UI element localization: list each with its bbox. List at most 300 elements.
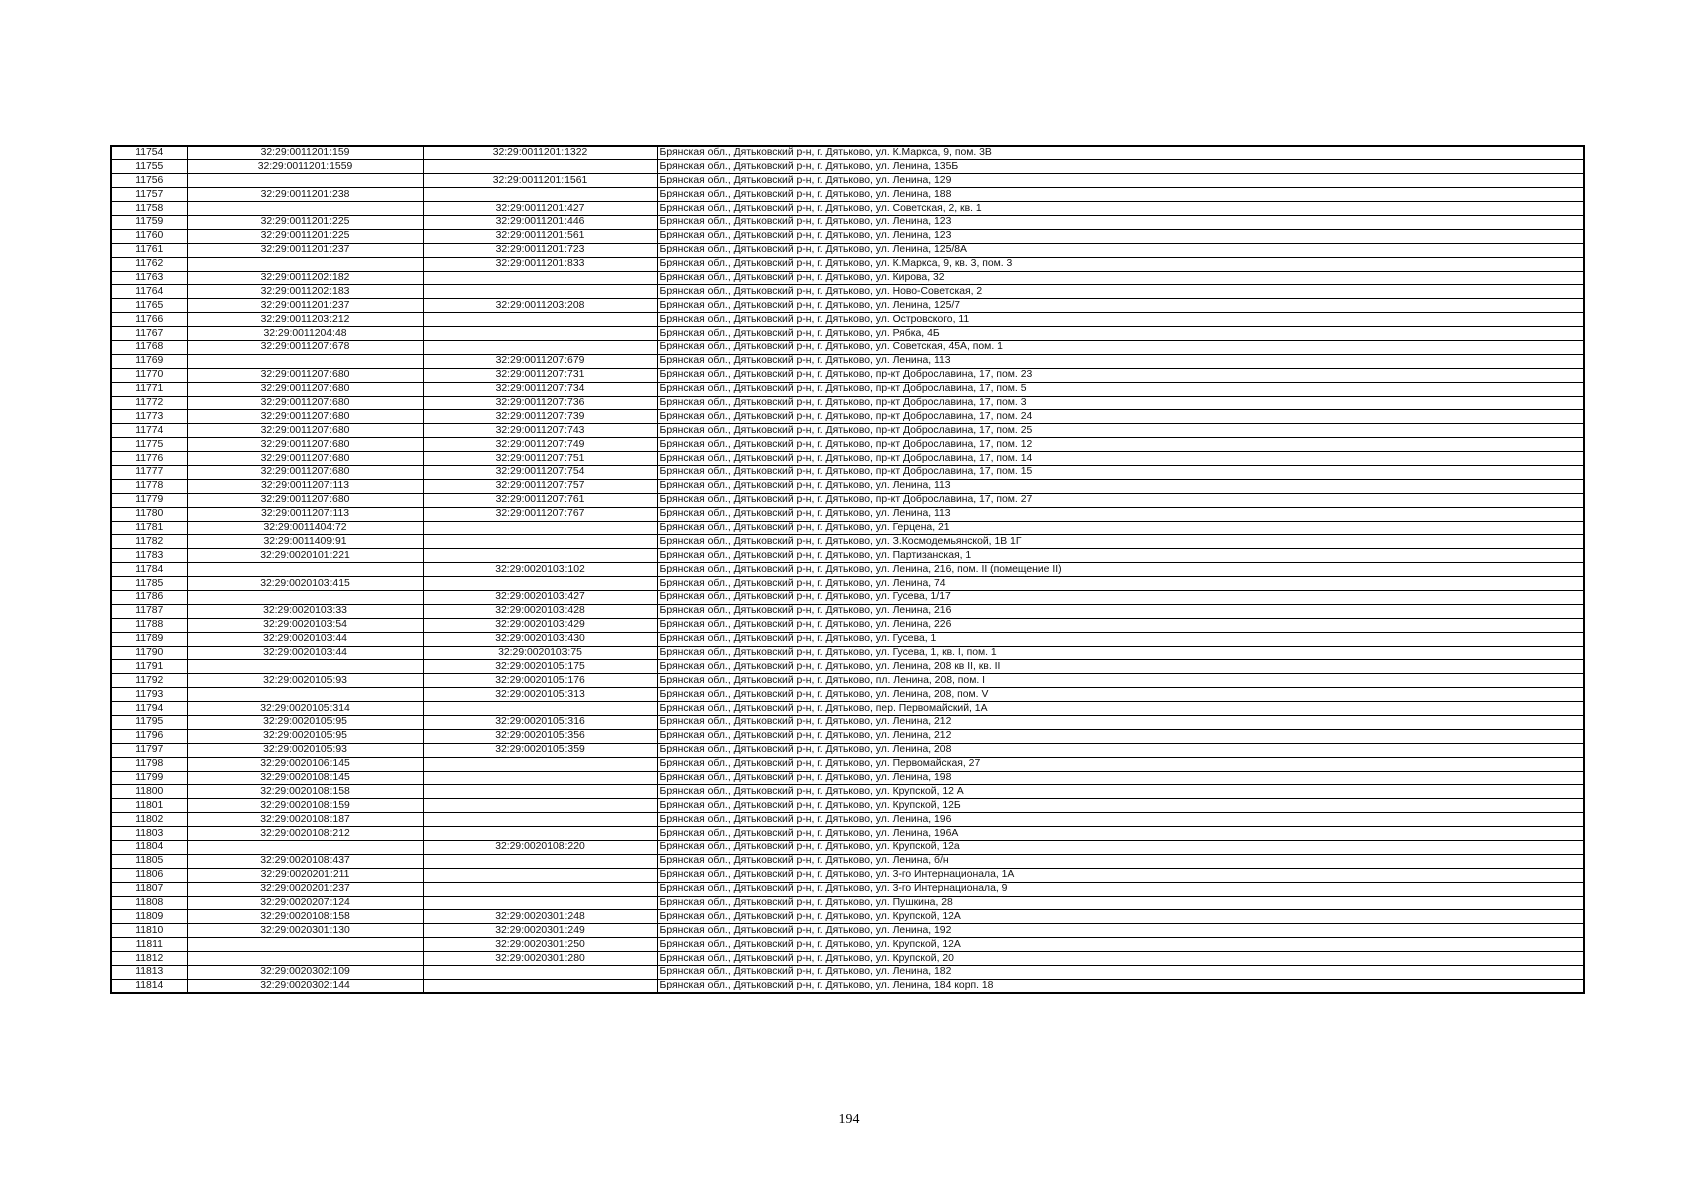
cadastral-number-cell: 32:29:0011201:237 bbox=[187, 243, 423, 257]
cadastral-number-cell: 32:29:0020108:187 bbox=[187, 813, 423, 827]
row-number-cell: 11809 bbox=[111, 910, 187, 924]
registry-table bbox=[110, 145, 1585, 994]
related-cadastral-number-cell: 32:29:0011201:723 bbox=[423, 243, 657, 257]
related-cadastral-number-cell: 32:29:0020105:175 bbox=[423, 660, 657, 674]
address-cell: Брянская обл., Дятьковский р-н, г. Дятьково, ул. Герцена, 21 bbox=[657, 521, 1584, 535]
row-number-cell: 11812 bbox=[111, 952, 187, 966]
related-cadastral-number-cell bbox=[423, 827, 657, 841]
cadastral-number-cell: 32:29:0020103:44 bbox=[187, 632, 423, 646]
table-row bbox=[111, 716, 1584, 730]
related-cadastral-number-cell: 32:29:0020301:248 bbox=[423, 910, 657, 924]
cadastral-number-cell: 32:29:0011202:182 bbox=[187, 271, 423, 285]
address-cell: Брянская обл., Дятьковский р-н, г. Дятьково, пр-кт Доброславина, 17, пом. 24 bbox=[657, 410, 1584, 424]
related-cadastral-number-cell: 32:29:0020103:75 bbox=[423, 646, 657, 660]
table-row bbox=[111, 827, 1584, 841]
cadastral-number-cell: 32:29:0020302:109 bbox=[187, 966, 423, 980]
address-cell: Брянская обл., Дятьковский р-н, г. Дятьково, пр-кт Доброславина, 17, пом. 5 bbox=[657, 382, 1584, 396]
row-number-cell: 11780 bbox=[111, 507, 187, 521]
related-cadastral-number-cell bbox=[423, 160, 657, 174]
row-number-cell: 11792 bbox=[111, 674, 187, 688]
address-cell: Брянская обл., Дятьковский р-н, г. Дятьково, ул. Ленина, 125/8А bbox=[657, 243, 1584, 257]
table-row bbox=[111, 299, 1584, 313]
cadastral-number-cell: 32:29:0011207:678 bbox=[187, 340, 423, 354]
related-cadastral-number-cell: 32:29:0011207:749 bbox=[423, 438, 657, 452]
table-row bbox=[111, 271, 1584, 285]
cadastral-number-cell: 32:29:0020103:54 bbox=[187, 618, 423, 632]
related-cadastral-number-cell: 32:29:0020105:359 bbox=[423, 743, 657, 757]
related-cadastral-number-cell: 32:29:0020105:356 bbox=[423, 729, 657, 743]
related-cadastral-number-cell bbox=[423, 868, 657, 882]
cadastral-number-cell bbox=[187, 202, 423, 216]
related-cadastral-number-cell: 32:29:0020103:428 bbox=[423, 604, 657, 618]
related-cadastral-number-cell: 32:29:0020105:316 bbox=[423, 716, 657, 730]
address-cell: Брянская обл., Дятьковский р-н, г. Дятьково, ул. К.Маркса, 9, кв. 3, пом. 3 bbox=[657, 257, 1584, 271]
related-cadastral-number-cell bbox=[423, 285, 657, 299]
address-cell: Брянская обл., Дятьковский р-н, г. Дятьково, ул. Ленина, 129 bbox=[657, 174, 1584, 188]
row-number-cell: 11802 bbox=[111, 813, 187, 827]
address-cell: Брянская обл., Дятьковский р-н, г. Дятьково, ул. Крупской, 12А bbox=[657, 910, 1584, 924]
related-cadastral-number-cell bbox=[423, 799, 657, 813]
row-number-cell: 11813 bbox=[111, 966, 187, 980]
cadastral-number-cell bbox=[187, 354, 423, 368]
row-number-cell: 11795 bbox=[111, 716, 187, 730]
cadastral-number-cell: 32:29:0011201:1559 bbox=[187, 160, 423, 174]
table-row bbox=[111, 202, 1584, 216]
cadastral-number-cell: 32:29:0011201:159 bbox=[187, 146, 423, 160]
table-row bbox=[111, 841, 1584, 855]
cadastral-number-cell bbox=[187, 174, 423, 188]
address-cell: Брянская обл., Дятьковский р-н, г. Дятьково, ул. Крупской, 12А bbox=[657, 938, 1584, 952]
related-cadastral-number-cell: 32:29:0011201:1322 bbox=[423, 146, 657, 160]
row-number-cell: 11776 bbox=[111, 452, 187, 466]
cadastral-number-cell: 32:29:0020105:93 bbox=[187, 743, 423, 757]
table-row bbox=[111, 340, 1584, 354]
table-row bbox=[111, 507, 1584, 521]
cadastral-number-cell bbox=[187, 688, 423, 702]
row-number-cell: 11767 bbox=[111, 327, 187, 341]
address-cell: Брянская обл., Дятьковский р-н, г. Дятьково, ул. Ленина, 74 bbox=[657, 577, 1584, 591]
row-number-cell: 11786 bbox=[111, 591, 187, 605]
address-cell: Брянская обл., Дятьковский р-н, г. Дятьково, ул. К.Маркса, 9, пом. 3В bbox=[657, 146, 1584, 160]
cadastral-number-cell bbox=[187, 938, 423, 952]
table-row bbox=[111, 952, 1584, 966]
table-row bbox=[111, 479, 1584, 493]
related-cadastral-number-cell: 32:29:0011207:679 bbox=[423, 354, 657, 368]
cadastral-number-cell: 32:29:0011204:48 bbox=[187, 327, 423, 341]
cadastral-number-cell bbox=[187, 257, 423, 271]
address-cell: Брянская обл., Дятьковский р-н, г. Дятьково, ул. Ленина, 208, пом. V bbox=[657, 688, 1584, 702]
table-row bbox=[111, 646, 1584, 660]
related-cadastral-number-cell: 32:29:0020103:429 bbox=[423, 618, 657, 632]
related-cadastral-number-cell bbox=[423, 813, 657, 827]
table-row bbox=[111, 799, 1584, 813]
cadastral-number-cell: 32:29:0020103:415 bbox=[187, 577, 423, 591]
row-number-cell: 11808 bbox=[111, 896, 187, 910]
address-cell: Брянская обл., Дятьковский р-н, г. Дятьково, ул. Ленина, 216 bbox=[657, 604, 1584, 618]
row-number-cell: 11800 bbox=[111, 785, 187, 799]
address-cell: Брянская обл., Дятьковский р-н, г. Дятьково, ул. Партизанская, 1 bbox=[657, 549, 1584, 563]
address-cell: Брянская обл., Дятьковский р-н, г. Дятьково, ул. Ленина, 188 bbox=[657, 188, 1584, 202]
table-row bbox=[111, 243, 1584, 257]
related-cadastral-number-cell: 32:29:0011207:734 bbox=[423, 382, 657, 396]
related-cadastral-number-cell: 32:29:0011201:427 bbox=[423, 202, 657, 216]
table-row bbox=[111, 729, 1584, 743]
related-cadastral-number-cell: 32:29:0020103:430 bbox=[423, 632, 657, 646]
row-number-cell: 11756 bbox=[111, 174, 187, 188]
row-number-cell: 11789 bbox=[111, 632, 187, 646]
table-row bbox=[111, 285, 1584, 299]
table-row bbox=[111, 924, 1584, 938]
table-row bbox=[111, 229, 1584, 243]
address-cell: Брянская обл., Дятьковский р-н, г. Дятьково, ул. Ленина, 182 bbox=[657, 966, 1584, 980]
cadastral-number-cell bbox=[187, 841, 423, 855]
cadastral-number-cell: 32:29:0011201:237 bbox=[187, 299, 423, 313]
row-number-cell: 11775 bbox=[111, 438, 187, 452]
related-cadastral-number-cell: 32:29:0020103:102 bbox=[423, 563, 657, 577]
table-row bbox=[111, 215, 1584, 229]
row-number-cell: 11772 bbox=[111, 396, 187, 410]
row-number-cell: 11762 bbox=[111, 257, 187, 271]
related-cadastral-number-cell bbox=[423, 577, 657, 591]
table-row bbox=[111, 785, 1584, 799]
table-row bbox=[111, 577, 1584, 591]
row-number-cell: 11759 bbox=[111, 215, 187, 229]
table-row bbox=[111, 660, 1584, 674]
cadastral-number-cell: 32:29:0011207:680 bbox=[187, 424, 423, 438]
table-row bbox=[111, 771, 1584, 785]
related-cadastral-number-cell: 32:29:0020105:176 bbox=[423, 674, 657, 688]
address-cell: Брянская обл., Дятьковский р-н, г. Дятьково, ул. Ленина, 208 кв II, кв. II bbox=[657, 660, 1584, 674]
row-number-cell: 11783 bbox=[111, 549, 187, 563]
address-cell: Брянская обл., Дятьковский р-н, г. Дятьково, ул. Ленина, 113 bbox=[657, 479, 1584, 493]
row-number-cell: 11766 bbox=[111, 313, 187, 327]
address-cell: Брянская обл., Дятьковский р-н, г. Дятьково, ул. Крупской, 20 bbox=[657, 952, 1584, 966]
row-number-cell: 11803 bbox=[111, 827, 187, 841]
cadastral-number-cell: 32:29:0011202:183 bbox=[187, 285, 423, 299]
row-number-cell: 11801 bbox=[111, 799, 187, 813]
table-row bbox=[111, 424, 1584, 438]
address-cell: Брянская обл., Дятьковский р-н, г. Дятьково, ул. Советская, 45А, пом. 1 bbox=[657, 340, 1584, 354]
related-cadastral-number-cell bbox=[423, 882, 657, 896]
address-cell: Брянская обл., Дятьковский р-н, г. Дятьково, пр-кт Доброславина, 17, пом. 27 bbox=[657, 493, 1584, 507]
table-row bbox=[111, 521, 1584, 535]
address-cell: Брянская обл., Дятьковский р-н, г. Дятьково, ул. Советская, 2, кв. 1 bbox=[657, 202, 1584, 216]
cadastral-number-cell bbox=[187, 591, 423, 605]
table-row bbox=[111, 354, 1584, 368]
related-cadastral-number-cell: 32:29:0020301:280 bbox=[423, 952, 657, 966]
related-cadastral-number-cell bbox=[423, 549, 657, 563]
table-row bbox=[111, 868, 1584, 882]
table-row bbox=[111, 604, 1584, 618]
cadastral-number-cell: 32:29:0020105:93 bbox=[187, 674, 423, 688]
row-number-cell: 11777 bbox=[111, 465, 187, 479]
address-cell: Брянская обл., Дятьковский р-н, г. Дятьково, пр-кт Доброславина, 17, пом. 3 bbox=[657, 396, 1584, 410]
row-number-cell: 11798 bbox=[111, 757, 187, 771]
related-cadastral-number-cell bbox=[423, 785, 657, 799]
address-cell: Брянская обл., Дятьковский р-н, г. Дятьково, ул. Ленина, 123 bbox=[657, 215, 1584, 229]
row-number-cell: 11778 bbox=[111, 479, 187, 493]
related-cadastral-number-cell bbox=[423, 702, 657, 716]
address-cell: Брянская обл., Дятьковский р-н, г. Дятьково, ул. Крупской, 12 А bbox=[657, 785, 1584, 799]
cadastral-number-cell: 32:29:0011207:680 bbox=[187, 396, 423, 410]
cadastral-number-cell: 32:29:0011207:113 bbox=[187, 507, 423, 521]
cadastral-number-cell: 32:29:0011207:680 bbox=[187, 493, 423, 507]
registry-table-body bbox=[111, 146, 1584, 993]
table-row bbox=[111, 438, 1584, 452]
cadastral-number-cell: 32:29:0011207:680 bbox=[187, 368, 423, 382]
related-cadastral-number-cell: 32:29:0011207:736 bbox=[423, 396, 657, 410]
address-cell: Брянская обл., Дятьковский р-н, г. Дятьково, пр-кт Доброславина, 17, пом. 14 bbox=[657, 452, 1584, 466]
cadastral-number-cell: 32:29:0020101:221 bbox=[187, 549, 423, 563]
cadastral-number-cell: 32:29:0020105:95 bbox=[187, 716, 423, 730]
row-number-cell: 11755 bbox=[111, 160, 187, 174]
cadastral-number-cell: 32:29:0011207:680 bbox=[187, 410, 423, 424]
cadastral-number-cell: 32:29:0020108:159 bbox=[187, 799, 423, 813]
cadastral-number-cell: 32:29:0020103:44 bbox=[187, 646, 423, 660]
cadastral-number-cell: 32:29:0020108:158 bbox=[187, 910, 423, 924]
table-row bbox=[111, 313, 1584, 327]
address-cell: Брянская обл., Дятьковский р-н, г. Дятьково, ул. Ленина, 212 bbox=[657, 716, 1584, 730]
related-cadastral-number-cell: 32:29:0011207:743 bbox=[423, 424, 657, 438]
cadastral-number-cell: 32:29:0011201:225 bbox=[187, 215, 423, 229]
table-row bbox=[111, 160, 1584, 174]
table-row bbox=[111, 854, 1584, 868]
address-cell: Брянская обл., Дятьковский р-н, г. Дятьково, ул. 3-го Интернационала, 9 bbox=[657, 882, 1584, 896]
row-number-cell: 11793 bbox=[111, 688, 187, 702]
row-number-cell: 11788 bbox=[111, 618, 187, 632]
table-row bbox=[111, 591, 1584, 605]
related-cadastral-number-cell bbox=[423, 188, 657, 202]
table-row bbox=[111, 702, 1584, 716]
row-number-cell: 11781 bbox=[111, 521, 187, 535]
related-cadastral-number-cell bbox=[423, 896, 657, 910]
address-cell: Брянская обл., Дятьковский р-н, г. Дятьково, ул. Ленина, 192 bbox=[657, 924, 1584, 938]
address-cell: Брянская обл., Дятьковский р-н, г. Дятьково, ул. Ленина, б/н bbox=[657, 854, 1584, 868]
table-row bbox=[111, 368, 1584, 382]
row-number-cell: 11765 bbox=[111, 299, 187, 313]
address-cell: Брянская обл., Дятьковский р-н, г. Дятьково, ул. Пушкина, 28 bbox=[657, 896, 1584, 910]
cadastral-number-cell: 32:29:0020106:145 bbox=[187, 757, 423, 771]
row-number-cell: 11807 bbox=[111, 882, 187, 896]
row-number-cell: 11810 bbox=[111, 924, 187, 938]
row-number-cell: 11796 bbox=[111, 729, 187, 743]
table-row bbox=[111, 938, 1584, 952]
table-row bbox=[111, 966, 1584, 980]
related-cadastral-number-cell: 32:29:0011207:767 bbox=[423, 507, 657, 521]
table-row bbox=[111, 327, 1584, 341]
cadastral-number-cell: 32:29:0020108:437 bbox=[187, 854, 423, 868]
row-number-cell: 11799 bbox=[111, 771, 187, 785]
row-number-cell: 11770 bbox=[111, 368, 187, 382]
address-cell: Брянская обл., Дятьковский р-н, г. Дятьково, ул. Ленина, 208 bbox=[657, 743, 1584, 757]
related-cadastral-number-cell: 32:29:0011207:754 bbox=[423, 465, 657, 479]
row-number-cell: 11787 bbox=[111, 604, 187, 618]
row-number-cell: 11811 bbox=[111, 938, 187, 952]
related-cadastral-number-cell: 32:29:0011201:561 bbox=[423, 229, 657, 243]
related-cadastral-number-cell bbox=[423, 979, 657, 993]
related-cadastral-number-cell: 32:29:0020301:249 bbox=[423, 924, 657, 938]
address-cell: Брянская обл., Дятьковский р-н, г. Дятьково, ул. Островского, 11 bbox=[657, 313, 1584, 327]
cadastral-number-cell: 32:29:0020105:95 bbox=[187, 729, 423, 743]
row-number-cell: 11763 bbox=[111, 271, 187, 285]
row-number-cell: 11760 bbox=[111, 229, 187, 243]
cadastral-number-cell: 32:29:0020201:237 bbox=[187, 882, 423, 896]
related-cadastral-number-cell bbox=[423, 271, 657, 285]
cadastral-number-cell: 32:29:0011203:212 bbox=[187, 313, 423, 327]
address-cell: Брянская обл., Дятьковский р-н, г. Дятьково, пл. Ленина, 208, пом. I bbox=[657, 674, 1584, 688]
address-cell: Брянская обл., Дятьковский р-н, г. Дятьково, ул. Гусева, 1 bbox=[657, 632, 1584, 646]
address-cell: Брянская обл., Дятьковский р-н, г. Дятьково, ул. Ленина, 198 bbox=[657, 771, 1584, 785]
address-cell: Брянская обл., Дятьковский р-н, г. Дятьково, ул. Ленина, 216, пом. II (помещение II) bbox=[657, 563, 1584, 577]
related-cadastral-number-cell: 32:29:0011207:739 bbox=[423, 410, 657, 424]
address-cell: Брянская обл., Дятьковский р-н, г. Дятьково, ул. Рябка, 4Б bbox=[657, 327, 1584, 341]
cadastral-number-cell bbox=[187, 660, 423, 674]
address-cell: Брянская обл., Дятьковский р-н, г. Дятьково, ул. Ленина, 196 bbox=[657, 813, 1584, 827]
row-number-cell: 11768 bbox=[111, 340, 187, 354]
cadastral-number-cell: 32:29:0011404:72 bbox=[187, 521, 423, 535]
address-cell: Брянская обл., Дятьковский р-н, г. Дятьково, ул. Ново-Советская, 2 bbox=[657, 285, 1584, 299]
cadastral-number-cell: 32:29:0011409:91 bbox=[187, 535, 423, 549]
cadastral-number-cell: 32:29:0011201:238 bbox=[187, 188, 423, 202]
row-number-cell: 11754 bbox=[111, 146, 187, 160]
table-row bbox=[111, 910, 1584, 924]
table-row bbox=[111, 493, 1584, 507]
related-cadastral-number-cell bbox=[423, 340, 657, 354]
address-cell: Брянская обл., Дятьковский р-н, г. Дятьково, ул. Ленина, 125/7 bbox=[657, 299, 1584, 313]
table-row bbox=[111, 674, 1584, 688]
row-number-cell: 11773 bbox=[111, 410, 187, 424]
related-cadastral-number-cell: 32:29:0020108:220 bbox=[423, 841, 657, 855]
row-number-cell: 11794 bbox=[111, 702, 187, 716]
table-row bbox=[111, 188, 1584, 202]
row-number-cell: 11806 bbox=[111, 868, 187, 882]
cadastral-number-cell: 32:29:0020108:212 bbox=[187, 827, 423, 841]
address-cell: Брянская обл., Дятьковский р-н, г. Дятьково, ул. Ленина, 226 bbox=[657, 618, 1584, 632]
row-number-cell: 11774 bbox=[111, 424, 187, 438]
cadastral-number-cell: 32:29:0011207:680 bbox=[187, 438, 423, 452]
cadastral-number-cell bbox=[187, 952, 423, 966]
table-row bbox=[111, 743, 1584, 757]
table-row bbox=[111, 896, 1584, 910]
cadastral-number-cell: 32:29:0020201:211 bbox=[187, 868, 423, 882]
row-number-cell: 11805 bbox=[111, 854, 187, 868]
page-number: 194 bbox=[838, 1112, 860, 1127]
address-cell: Брянская обл., Дятьковский р-н, г. Дятьково, пр-кт Доброславина, 17, пом. 25 bbox=[657, 424, 1584, 438]
address-cell: Брянская обл., Дятьковский р-н, г. Дятьково, пер. Первомайский, 1А bbox=[657, 702, 1584, 716]
table-row bbox=[111, 535, 1584, 549]
row-number-cell: 11804 bbox=[111, 841, 187, 855]
row-number-cell: 11764 bbox=[111, 285, 187, 299]
address-cell: Брянская обл., Дятьковский р-н, г. Дятьково, ул. Ленина, 184 корп. 18 bbox=[657, 979, 1584, 993]
related-cadastral-number-cell bbox=[423, 757, 657, 771]
address-cell: Брянская обл., Дятьковский р-н, г. Дятьково, пр-кт Доброславина, 17, пом. 12 bbox=[657, 438, 1584, 452]
related-cadastral-number-cell: 32:29:0011207:751 bbox=[423, 452, 657, 466]
row-number-cell: 11782 bbox=[111, 535, 187, 549]
table-row bbox=[111, 382, 1584, 396]
table-row bbox=[111, 257, 1584, 271]
address-cell: Брянская обл., Дятьковский р-н, г. Дятьково, ул. Кирова, 32 bbox=[657, 271, 1584, 285]
address-cell: Брянская обл., Дятьковский р-н, г. Дятьково, ул. Гусева, 1, кв. I, пом. 1 bbox=[657, 646, 1584, 660]
related-cadastral-number-cell bbox=[423, 771, 657, 785]
address-cell: Брянская обл., Дятьковский р-н, г. Дятьково, ул. Ленина, 113 bbox=[657, 354, 1584, 368]
row-number-cell: 11785 bbox=[111, 577, 187, 591]
address-cell: Брянская обл., Дятьковский р-н, г. Дятьково, ул. Крупской, 12Б bbox=[657, 799, 1584, 813]
cadastral-number-cell bbox=[187, 563, 423, 577]
row-number-cell: 11757 bbox=[111, 188, 187, 202]
cadastral-number-cell: 32:29:0020103:33 bbox=[187, 604, 423, 618]
address-cell: Брянская обл., Дятьковский р-н, г. Дятьково, пр-кт Доброславина, 17, пом. 15 bbox=[657, 465, 1584, 479]
address-cell: Брянская обл., Дятьковский р-н, г. Дятьково, ул. Ленина, 135Б bbox=[657, 160, 1584, 174]
row-number-cell: 11771 bbox=[111, 382, 187, 396]
related-cadastral-number-cell: 32:29:0011201:446 bbox=[423, 215, 657, 229]
table-row bbox=[111, 452, 1584, 466]
related-cadastral-number-cell bbox=[423, 854, 657, 868]
address-cell: Брянская обл., Дятьковский р-н, г. Дятьково, ул. З.Космодемьянской, 1В 1Г bbox=[657, 535, 1584, 549]
row-number-cell: 11758 bbox=[111, 202, 187, 216]
cadastral-number-cell: 32:29:0011207:113 bbox=[187, 479, 423, 493]
cadastral-number-cell: 32:29:0011207:680 bbox=[187, 382, 423, 396]
related-cadastral-number-cell: 32:29:0011207:761 bbox=[423, 493, 657, 507]
address-cell: Брянская обл., Дятьковский р-н, г. Дятьково, ул. Ленина, 113 bbox=[657, 507, 1584, 521]
cadastral-number-cell: 32:29:0020301:130 bbox=[187, 924, 423, 938]
related-cadastral-number-cell: 32:29:0020301:250 bbox=[423, 938, 657, 952]
related-cadastral-number-cell: 32:29:0011201:1561 bbox=[423, 174, 657, 188]
row-number-cell: 11761 bbox=[111, 243, 187, 257]
cadastral-number-cell: 32:29:0020302:144 bbox=[187, 979, 423, 993]
related-cadastral-number-cell bbox=[423, 535, 657, 549]
cadastral-number-cell: 32:29:0020207:124 bbox=[187, 896, 423, 910]
table-row bbox=[111, 563, 1584, 577]
row-number-cell: 11769 bbox=[111, 354, 187, 368]
table-row bbox=[111, 549, 1584, 563]
address-cell: Брянская обл., Дятьковский р-н, г. Дятьково, ул. Ленина, 123 bbox=[657, 229, 1584, 243]
related-cadastral-number-cell: 32:29:0011207:731 bbox=[423, 368, 657, 382]
related-cadastral-number-cell: 32:29:0020103:427 bbox=[423, 591, 657, 605]
row-number-cell: 11797 bbox=[111, 743, 187, 757]
address-cell: Брянская обл., Дятьковский р-н, г. Дятьково, ул. Ленина, 212 bbox=[657, 729, 1584, 743]
table-row bbox=[111, 632, 1584, 646]
row-number-cell: 11784 bbox=[111, 563, 187, 577]
cadastral-number-cell: 32:29:0020108:158 bbox=[187, 785, 423, 799]
cadastral-number-cell: 32:29:0011207:680 bbox=[187, 465, 423, 479]
related-cadastral-number-cell: 32:29:0011207:757 bbox=[423, 479, 657, 493]
cadastral-number-cell: 32:29:0020108:145 bbox=[187, 771, 423, 785]
cadastral-number-cell: 32:29:0020105:314 bbox=[187, 702, 423, 716]
table-row bbox=[111, 979, 1584, 993]
related-cadastral-number-cell bbox=[423, 521, 657, 535]
row-number-cell: 11814 bbox=[111, 979, 187, 993]
table-row bbox=[111, 688, 1584, 702]
address-cell: Брянская обл., Дятьковский р-н, г. Дятьково, ул. Крупской, 12а bbox=[657, 841, 1584, 855]
row-number-cell: 11779 bbox=[111, 493, 187, 507]
related-cadastral-number-cell: 32:29:0011201:833 bbox=[423, 257, 657, 271]
table-row bbox=[111, 618, 1584, 632]
row-number-cell: 11791 bbox=[111, 660, 187, 674]
table-row bbox=[111, 146, 1584, 160]
related-cadastral-number-cell: 32:29:0020105:313 bbox=[423, 688, 657, 702]
table-row bbox=[111, 396, 1584, 410]
related-cadastral-number-cell bbox=[423, 313, 657, 327]
address-cell: Брянская обл., Дятьковский р-н, г. Дятьково, ул. Гусева, 1/17 bbox=[657, 591, 1584, 605]
table-row bbox=[111, 882, 1584, 896]
table-row bbox=[111, 813, 1584, 827]
row-number-cell: 11790 bbox=[111, 646, 187, 660]
table-row bbox=[111, 757, 1584, 771]
table-row bbox=[111, 410, 1584, 424]
related-cadastral-number-cell bbox=[423, 327, 657, 341]
address-cell: Брянская обл., Дятьковский р-н, г. Дятьково, ул. Первомайская, 27 bbox=[657, 757, 1584, 771]
address-cell: Брянская обл., Дятьковский р-н, г. Дятьково, пр-кт Доброславина, 17, пом. 23 bbox=[657, 368, 1584, 382]
